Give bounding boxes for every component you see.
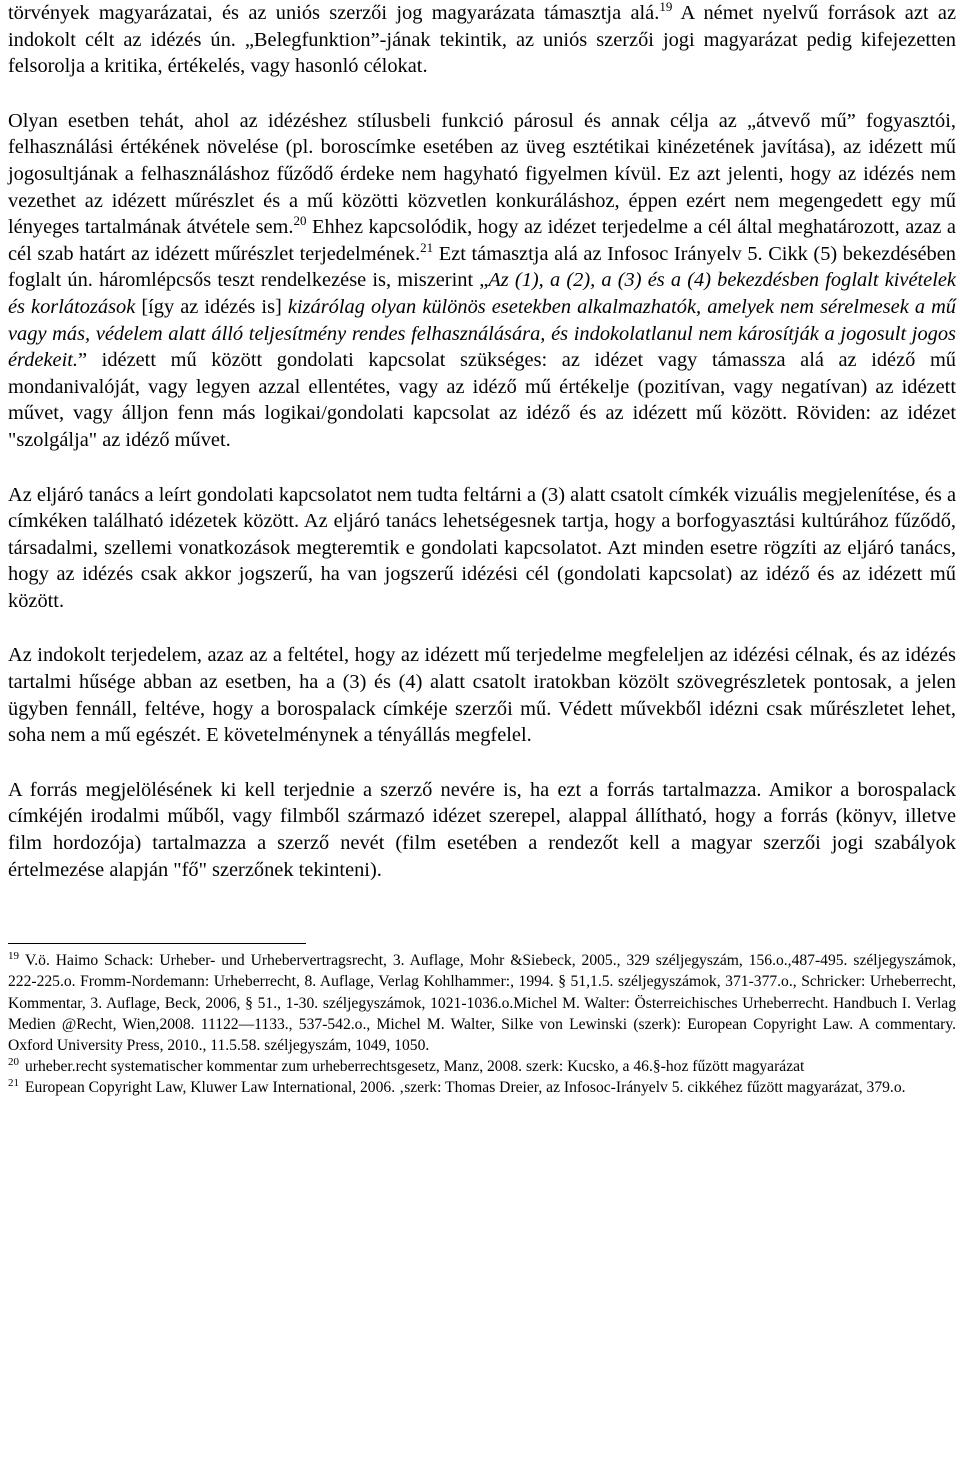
footnote-20 xyxy=(8,1056,956,1077)
paragraph-3 xyxy=(8,642,956,748)
footnote-number: 20 xyxy=(8,1056,19,1069)
footnote-text: urheber.recht systematischer kommentar zum urheberrechtsgesetz, Manz, 2008. szerk: Kucsko, a 46.§-hoz fűzött magyarázat xyxy=(25,1058,805,1076)
footnotes xyxy=(8,950,956,1098)
text-run: Ezt támasztja alá az Infosoc Irányelv 5. Cikk (5) bekezdésében foglalt ún. háromlépcsős teszt rendelkezése is, miszerint „ xyxy=(8,242,956,292)
paragraph-4 xyxy=(8,777,956,883)
text-run: ” idézett mű között gondolati kapcsolat szükséges: az idézet vagy támassza alá az idéző mű mondanivalóját, vagy legyen azzal ellentétes, vagy az idéző mű értékelje (pozitívan, vagy negatívan) az idézett művet, vagy álljon fenn más logikai/gondolati kapcsolat az idéző és az idézett mű között. Röviden: az idézet "szolgálja" az idéző művet. xyxy=(8,349,956,451)
paragraph-0 xyxy=(8,0,956,80)
footnote-19 xyxy=(8,950,956,1056)
text-run: A forrás megjelölésének ki kell terjednie a szerző nevére is, ha ezt a forrás tartalmazza. Amikor a borospalack címkéjén irodalmi műből, vagy filmből származó idézet szerepel, alappal állítható, hogy a forrás (könyv, illetve film hordozója) tartalmazza a szerző nevét (film esetében a rendezőt kell a magyar szerzői jogi szabályok értelmezése alapján "fő" szerzőnek tekinteni). xyxy=(8,778,956,881)
text-run: Az indokolt terjedelem, azaz az a feltétel, hogy az idézett mű terjedelme megfeleljen az idézési célnak, és az idézés tartalmi hűsége abban az esetben, ha a (3) és (4) alatt csatolt iratokban közölt szövegrészletek pontosak, a jelen ügyben fennáll, feltéve, hogy a borospalack címkéje szerzői mű. Védett művekből idézni csak műrészletet lehet, soha nem a mű egészét. E követelménynek a tényállás megfelel. xyxy=(8,644,956,747)
footnote-number: 21 xyxy=(8,1077,19,1090)
footnote-separator xyxy=(8,943,306,944)
footnote-ref: 21 xyxy=(420,239,434,255)
text-run: Olyan esetben tehát, ahol az idézéshez stílusbeli funkció párosul és annak célja az „átvevő mű” fogyasztói, felhasználási értékének növelése (pl. boroscímke esetében az üveg esztétikai kinézetének javítása), az idézett mű jogosultjának a felhasználáshoz fűződő érdeke nem hagyható figyelmen kívül. Ez azt jelenti, hogy az idézés nem vezethet az idézett műrészlet és a mű közötti közvetlen konkuráláshoz, éppen ezért nem megengedett egy mű lényeges tartalmának átvétele sem. xyxy=(8,109,956,239)
footnote-text: European Copyright Law, Kluwer Law International, 2006. ‚szerk: Thomas Dreier, az Infosoc-Irányelv 5. cikkéhez fűzött magyarázat, 379.o. xyxy=(25,1079,906,1097)
text-run: [így az idézés is] xyxy=(135,295,288,318)
footnote-21 xyxy=(8,1077,956,1098)
text-run: Az eljáró tanács a leírt gondolati kapcsolatot nem tudta feltárni a (3) alatt csatolt címkék vizuális megjelenítése, és a címkéken található idézetek között. Az eljáró tanács lehetségesnek tartja, hogy a borfogyasztási kultúrához fűződő, társadalmi, szellemi vonatkozások megteremtik e gondolati kapcsolatot. Azt minden esetre rögzíti az eljáró tanács, hogy az idézés csak akkor jogszerű, ha van jogszerű idézési cél (gondolati kapcsolat) az idéző és az idézett mű között. xyxy=(8,483,956,612)
text-run: A német nyelvű források azt az indokolt célt az idézés ún. „Belegfunktion”-jának tekintik, az uniós szerzői jogi magyarázat pedig kifejezetten felsorolja a kritika, értékelés, vagy hasonló célokat. xyxy=(8,2,956,78)
paragraph-1 xyxy=(8,108,956,454)
italic-quote: kizárólag olyan különös esetekben alkalmazhatók, amelyek nem sérelmesek a mű vagy más, védelem alatt álló teljesítmény rendes felhasználására, és indokolatlanul nem károsítják a jogosult jogos érdekeit. xyxy=(8,295,957,372)
footnote-ref: 20 xyxy=(293,213,307,229)
text-run: Ehhez kapcsolódik, hogy az idézet terjedelme a cél által meghatározott, azaz a cél szab határt az idézett műrészlet terjedelmének. xyxy=(8,216,956,265)
italic-quote: Az (1), a (2), a (3) és a (4) bekezdésben foglalt kivételek és korlátozások xyxy=(8,269,956,318)
paragraph-2 xyxy=(8,482,956,615)
text-run: törvények magyarázatai, és az uniós szerzői jog magyarázata támasztja alá. xyxy=(8,2,660,24)
body-text xyxy=(8,0,956,883)
footnote-number: 19 xyxy=(8,950,19,963)
footnote-ref: 19 xyxy=(659,0,673,15)
footnote-text: V.ö. Haimo Schack: Urheber- und Urhebervertragsrecht, 3. Auflage, Mohr &Siebeck, 2005., 329 széljegyszám, 156.o.,487-495. széljegyszámok, 222-225.o. Fromm-Nordemann: Urheberrecht, 8. Auflage, Verlag Kohlhammer:, 1994. § 51,1.5. széljegyszámok, 371-377.o., Schricker: Urheberrecht, Kommentar, 3. Auflage, Beck, 2006, § 51., 1-30. széljegyszámok, 1021-1036.o.Michel M. Walter: Österreichisches Urheberrecht. Handbuch I. Verlag Medien @Recht, Wien,2008. 11122—1133., 537-542.o., Michel M. Walter, Silke von Lewinski (szerk): European Copyright Law. A commentary. Oxford University Press, 2010., 11.5.58. széljegyszám, 1049, 1050. xyxy=(8,952,956,1055)
